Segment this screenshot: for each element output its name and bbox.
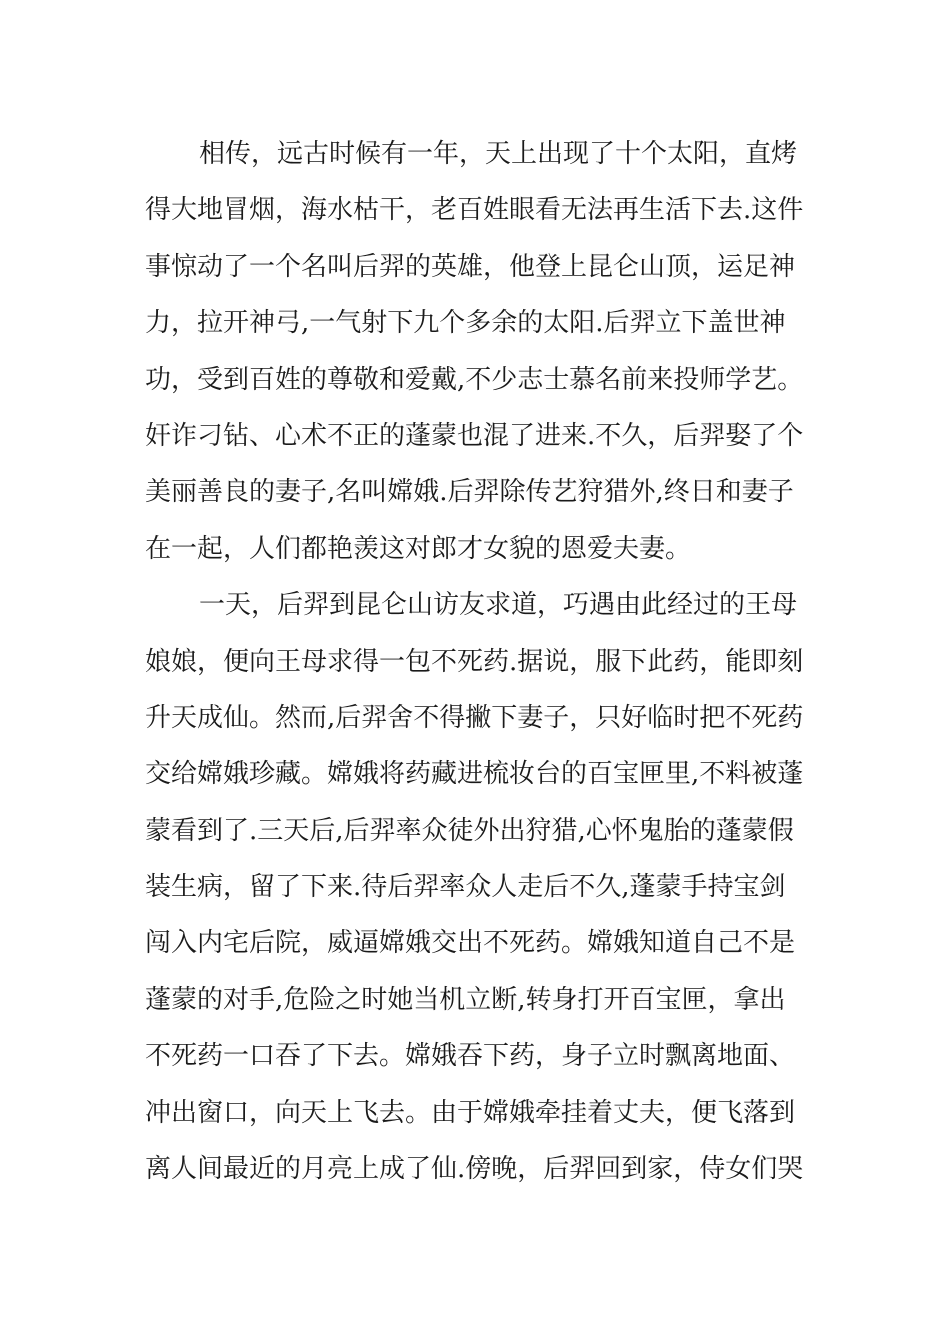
paragraph-line: 力，拉开神弓,一气射下九个多余的太阳.后羿立下盖世神 xyxy=(145,308,786,339)
paragraph-line: 升天成仙。然而,后羿舍不得撇下妻子，只好临时把不死药 xyxy=(145,702,804,733)
paragraph-line: 蒙看到了.三天后,后羿率众徒外出狩猎,心怀鬼胎的蓬蒙假 xyxy=(145,815,794,846)
body-text xyxy=(145,126,815,1197)
paragraph-line: 装生病，留了下来.待后羿率众人走后不久,蓬蒙手持宝剑 xyxy=(145,872,786,903)
paragraph-line: 不死药一口吞了下去。嫦娥吞下药，身子立时飘离地面、 xyxy=(145,1041,796,1072)
paragraph-line: 闯入内宅后院，威逼嫦娥交出不死药。嫦娥知道自己不是 xyxy=(145,928,796,959)
paragraph-line: 美丽善良的妻子,名叫嫦娥.后羿除传艺狩猎外,终日和妻子 xyxy=(145,477,794,508)
paragraph-line: 功，受到百姓的尊敬和爱戴,不少志士慕名前来投师学艺。 xyxy=(145,364,804,395)
paragraph-line: 一天，后羿到昆仑山访友求道，巧遇由此经过的王母 xyxy=(199,590,798,621)
paragraph-line: 相传，远古时候有一年，天上出现了十个太阳，直烤 xyxy=(199,139,798,169)
paragraph-line: 奸诈刁钻、心术不正的蓬蒙也混了进来.不久，后羿娶了个 xyxy=(145,420,804,451)
paragraph-line: 娘娘，便向王母求得一包不死药.据说，服下此药，能即刻 xyxy=(145,646,804,677)
paragraph-line: 事惊动了一个名叫后羿的英雄，他登上昆仑山顶，运足神 xyxy=(145,251,796,282)
paragraph-line: 交给嫦娥珍藏。嫦娥将药藏进梳妆台的百宝匣里,不料被蓬 xyxy=(145,759,804,790)
paragraph-line: 冲出窗口，向天上飞去。由于嫦娥牵挂着丈夫，便飞落到 xyxy=(145,1097,796,1128)
paragraph-line: 蓬蒙的对手,危险之时她当机立断,转身打开百宝匣，拿出 xyxy=(145,984,786,1015)
paragraph-line: 在一起，人们都艳羡这对郎才女貌的恩爱夫妻。 xyxy=(145,533,692,564)
paragraph-line: 得大地冒烟，海水枯干，老百姓眼看无法再生活下去.这件 xyxy=(145,195,804,226)
paragraph-line: 离人间最近的月亮上成了仙.傍晚，后羿回到家，侍女们哭 xyxy=(145,1154,804,1185)
